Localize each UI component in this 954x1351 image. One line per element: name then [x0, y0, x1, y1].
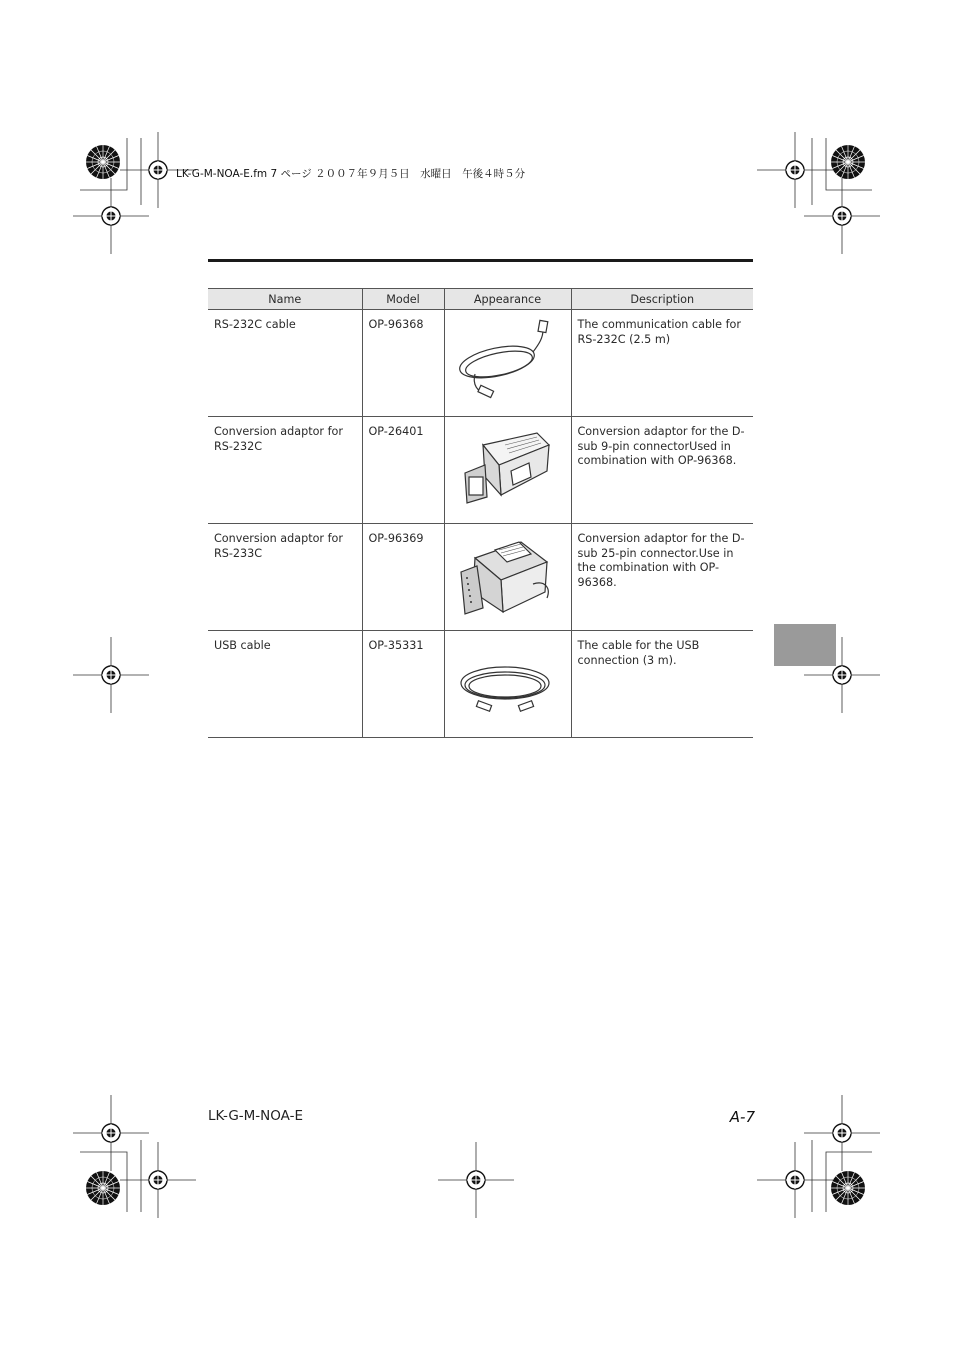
table-row [208, 417, 753, 524]
cell-name: Conversion adaptor for RS-233C [208, 524, 362, 631]
cell-name: Conversion adaptor for RS-232C [208, 417, 362, 524]
footer-page-number: A-7 [729, 1108, 755, 1126]
cell-model: OP-96369 [362, 524, 444, 631]
table-row [208, 631, 753, 738]
coiled-cable-with-modular-plug-icon [455, 318, 555, 410]
footer-doc-code: LK-G-M-NOA-E [208, 1108, 304, 1124]
column-header-appearance: Appearance [444, 289, 571, 310]
cell-name: USB cable [208, 631, 362, 738]
d-sub-9-pin-adaptor-icon [455, 425, 555, 517]
cell-model: OP-96368 [362, 310, 444, 417]
cell-description: Conversion adaptor for the D-sub 25-pin connector.Use in the combination with OP-96368. [571, 524, 753, 631]
column-header-name: Name [208, 289, 362, 310]
cell-appearance [444, 524, 571, 631]
cell-name: RS-232C cable [208, 310, 362, 417]
cell-appearance [444, 417, 571, 524]
cell-model: OP-26401 [362, 417, 444, 524]
coiled-usb-cable-icon [455, 639, 555, 731]
section-rule [208, 259, 753, 262]
cell-model: OP-35331 [362, 631, 444, 738]
section-tab-marker [774, 624, 836, 666]
table-header-row [208, 289, 753, 310]
column-header-model: Model [362, 289, 444, 310]
file-header-line: LK-G-M-NOA-E.fm 7 ページ ２００７年９月５日 水曜日 午後４時５分 [176, 168, 526, 180]
d-sub-25-pin-adaptor-icon [455, 532, 555, 624]
cell-description: The cable for the USB connection (3 m). [571, 631, 753, 738]
table-row [208, 310, 753, 417]
table-row [208, 524, 753, 631]
cell-appearance [444, 310, 571, 417]
cell-description: Conversion adaptor for the D-sub 9-pin connectorUsed in combination with OP-96368. [571, 417, 753, 524]
cell-appearance [444, 631, 571, 738]
column-header-description: Description [571, 289, 753, 310]
cell-description: The communication cable for RS-232C (2.5 m) [571, 310, 753, 417]
accessories-table [208, 288, 753, 738]
